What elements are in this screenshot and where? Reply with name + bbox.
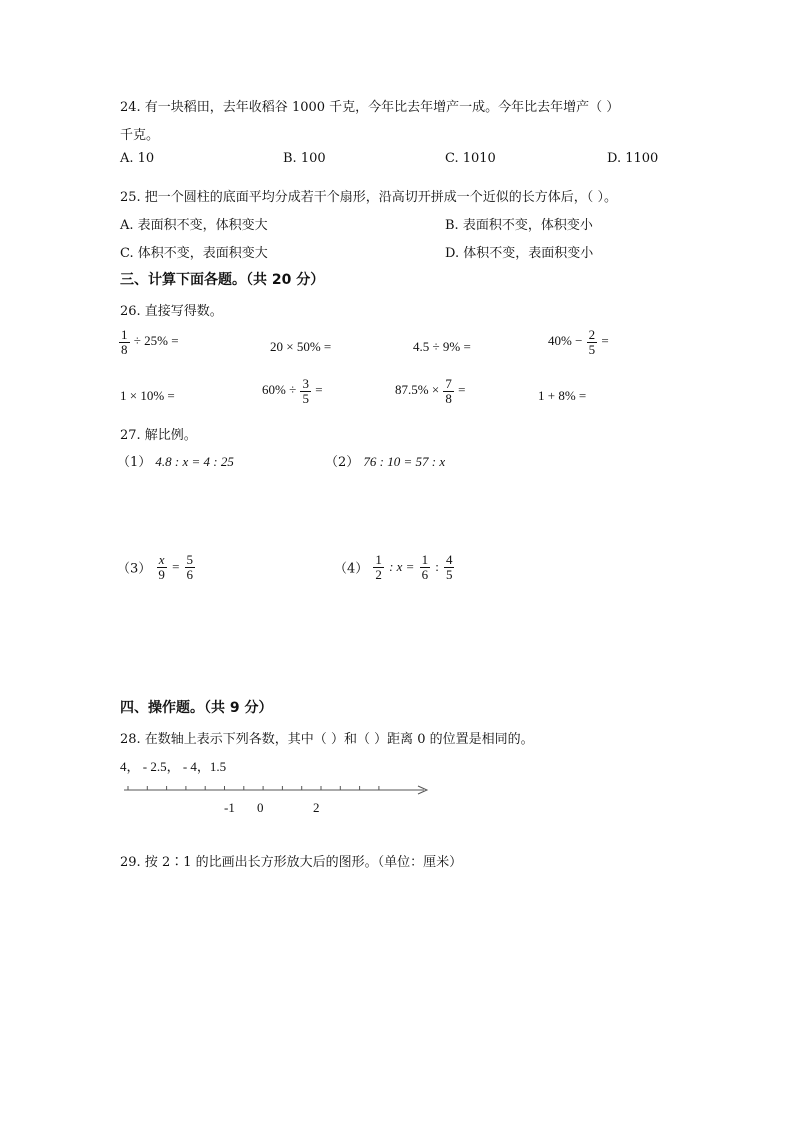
fraction-numerator: 7 <box>445 376 452 391</box>
fraction-denominator: 6 <box>186 566 194 582</box>
fraction <box>300 377 311 405</box>
q28-stem: 28. 在数轴上表示下列各数，其中（ ）和（ ）距离 0 的位置是相同的。 <box>120 732 534 747</box>
q25-option-b: B. 表面积不变，体积变小 <box>445 218 593 233</box>
q25-option-d: D. 体积不变，表面积变小 <box>445 246 594 261</box>
q27-part-3 <box>117 553 196 581</box>
fraction-numerator: x <box>158 552 165 567</box>
expr-rest: = <box>601 333 609 349</box>
fraction-numerator: 3 <box>302 376 309 391</box>
q26-stem: 26. 直接写得数。 <box>120 304 223 319</box>
q24-line2: 千克。 <box>120 128 160 143</box>
q27-stem: 27. 解比例。 <box>120 428 197 443</box>
q26-expr-3: 4.5 ÷ 9% = <box>413 339 471 354</box>
fraction-denominator: 8 <box>445 390 452 406</box>
axis-label-2: 2 <box>313 800 320 815</box>
expr-pre: 40% − <box>548 333 583 349</box>
fraction-numerator: 1 <box>375 552 382 567</box>
fraction-denominator: 6 <box>421 566 429 582</box>
fraction <box>119 328 130 356</box>
q26-expr-1 <box>118 328 179 356</box>
fraction-denominator: 8 <box>121 341 128 357</box>
fraction <box>420 553 431 581</box>
fraction-numerator: 1 <box>121 327 128 342</box>
fraction-denominator: 9 <box>158 566 165 582</box>
fraction-numerator: 5 <box>186 552 194 567</box>
fraction-denominator: 5 <box>445 566 453 582</box>
part-label: （2） <box>325 455 360 470</box>
q24-option-c: C. 1010 <box>445 151 496 166</box>
q25-option-c: C. 体积不变，表面积变大 <box>120 246 268 261</box>
q24-option-a: A. 10 <box>120 151 155 166</box>
q26-expr-2: 20 × 50% = <box>270 339 332 354</box>
q26-expr-7 <box>395 377 466 405</box>
fraction <box>156 553 167 581</box>
q27-part-1 <box>117 451 234 470</box>
q29-stem: 29. 按 2∶1 的比画出长方形放大后的图形。（单位：厘米） <box>120 855 463 870</box>
q26-expr-8: 1 + 8% = <box>538 388 587 403</box>
fraction <box>444 553 455 581</box>
axis-label-minus-1: -1 <box>224 800 235 815</box>
q27-part-4 <box>334 553 455 581</box>
q25-option-a: A. 表面积不变，体积变大 <box>120 218 268 233</box>
q26-expr-6 <box>262 377 323 405</box>
part-expression: 76 : 10 = 57 : x <box>363 454 446 469</box>
fraction-denominator: 5 <box>302 390 309 406</box>
axis-label-0: 0 <box>257 800 264 815</box>
expr-rest: = <box>315 382 323 398</box>
fraction <box>185 553 196 581</box>
part-expression: 4.8 : x = 4 : 25 <box>155 454 234 469</box>
q24-option-d: D. 1100 <box>607 151 659 166</box>
q27-part-2 <box>325 451 445 470</box>
fraction-numerator: 4 <box>445 552 453 567</box>
fraction-numerator: 2 <box>588 327 596 342</box>
expr-pre: 60% ÷ <box>262 382 297 398</box>
q26-expr-5: 1 × 10% = <box>120 388 175 403</box>
q24-line1: 24. 有一块稻田，去年收稻谷 1000 千克，今年比去年增产一成。今年比去年增产（ ） <box>120 100 620 115</box>
fraction-denominator: 5 <box>588 341 596 357</box>
expr-mid: : x = <box>389 559 415 575</box>
equals-sign: = <box>172 559 180 575</box>
part-label: （3） <box>117 561 152 577</box>
fraction <box>587 328 598 356</box>
number-line[interactable] <box>118 780 438 824</box>
expr-rest: ÷ 25% = <box>133 333 179 349</box>
ratio-colon: : <box>435 559 439 575</box>
q25-stem: 25. 把一个圆柱的底面平均分成若干个扇形，沿高切开拼成一个近似的长方体后，（ ）。 <box>120 190 617 205</box>
q24-option-b: B. 100 <box>283 151 326 166</box>
q26-expr-4 <box>548 328 609 356</box>
fraction-numerator: 1 <box>421 552 429 567</box>
expr-pre: 87.5% × <box>395 382 440 398</box>
part-label: （1） <box>117 455 152 470</box>
fraction <box>443 377 454 405</box>
number-line-ticks <box>128 786 379 790</box>
expr-rest: = <box>458 382 466 398</box>
part-label: （4） <box>334 561 369 577</box>
fraction <box>373 553 384 581</box>
section-3-title: 三、计算下面各题。（共 20 分） <box>120 272 325 288</box>
q28-numbers: 4， - 2.5， - 4，1.5 <box>120 759 227 774</box>
fraction-denominator: 2 <box>375 566 382 582</box>
section-4-title: 四、操作题。（共 9 分） <box>120 700 273 716</box>
